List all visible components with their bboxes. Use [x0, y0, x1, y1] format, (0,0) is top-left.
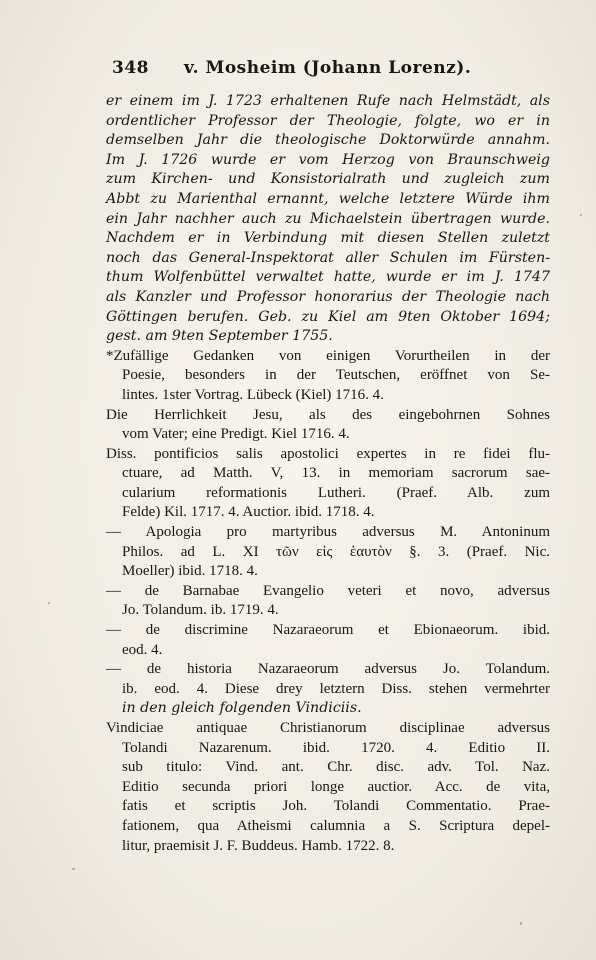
- text-line: Vindiciae antiquae Christianorum disciplinae adversus: [106, 720, 550, 736]
- text-line: litur, praemisit J. F. Buddeus. Hamb. 1722. 8.: [122, 837, 395, 854]
- text-line: thum Wolfenbüttel verwaltet hatte, wurde er im J. 1747: [106, 269, 550, 286]
- text-line: vom Vater; eine Predigt. Kiel 1716. 4.: [122, 426, 350, 443]
- text-line: noch das General-Inspektorat aller Schulen im Fürsten-: [106, 249, 550, 266]
- text-line: ctuare, ad Matth. V, 13. in memoriam sacrorum sae-: [122, 465, 550, 482]
- text-line: er einem im J. 1723 erhaltenen Rufe nach Helmstädt, als: [106, 93, 550, 109]
- page-body: [106, 92, 550, 856]
- text-line: Philos. ad L. XI τῶν εἰς ἑαυτὸν §. 3. (Praef. Nic.: [122, 543, 550, 560]
- running-title: v. Mosheim (Johann Lorenz).: [184, 58, 472, 78]
- text-line: Diss. pontificios salis apostolici expertes in re fidei flu-: [106, 445, 550, 462]
- text-line: fationem, qua Atheismi calumnia a S. Scriptura depel-: [122, 817, 550, 834]
- text-line: ordentlicher Professor der Theologie, folgte, wo er in: [106, 112, 550, 129]
- text-line: eod. 4.: [122, 641, 163, 658]
- text-line: ib. eod. 4. Diese drey letztern Diss. stehen vermehrter: [122, 680, 550, 697]
- text-line: cularium reformationis Lutheri. (Praef. Alb. zum: [122, 484, 550, 501]
- text-line: in den gleich folgenden Vindiciis.: [122, 700, 362, 717]
- text-line: Nachdem er in Verbindung mit diesen Stellen zuletzt: [106, 230, 550, 247]
- ink-speck: [520, 922, 522, 925]
- text-line: Abbt zu Marienthal ernannt, welche letztere Würde ihm: [106, 190, 550, 207]
- page-number: 348: [112, 58, 149, 78]
- text-line: — de historia Nazaraeorum adversus Jo. Tolandum.: [106, 661, 550, 678]
- text-line: demselben Jahr die theologische Doktorwürde annahm.: [106, 132, 550, 149]
- text-line: als Kanzler und Professor honorarius der Theologie nach: [106, 288, 550, 305]
- page-header: [112, 58, 552, 78]
- text-line: — de Barnabae Evangelio veteri et novo, adversus: [106, 582, 550, 599]
- text-line: Tolandi Nazarenum. ibid. 1720. 4. Editio II.: [122, 739, 550, 756]
- ink-speck: [48, 602, 50, 604]
- ink-speck: [580, 214, 582, 216]
- text-line: Felde) Kil. 1717. 4. Auctior. ibid. 1718. 4.: [122, 504, 375, 521]
- text-line: *Zufällige Gedanken von einigen Vorurtheilen in der: [106, 347, 550, 364]
- text-line: — Apologia pro martyribus adversus M. Antoninum: [106, 524, 550, 541]
- text-line: Jo. Tolandum. ib. 1719. 4.: [122, 602, 279, 619]
- text-line: Poesie, besonders in der Teutschen, eröffnet von Se-: [122, 367, 550, 384]
- text-line: ein Jahr nachher auch zu Michaelstein übertragen wurde.: [106, 210, 550, 227]
- text-line: gest. am 9ten September 1755.: [106, 328, 333, 345]
- text-line: lintes. 1ster Vortrag. Lübeck (Kiel) 1716. 4.: [122, 386, 384, 403]
- text-line: sub titulo: Vind. ant. Chr. disc. adv. Tol. Naz.: [122, 759, 550, 776]
- text-line: Editio secunda priori longe auctior. Acc. de vita,: [122, 778, 550, 795]
- text-line: Die Herrlichkeit Jesu, als des eingebohrnen Sohnes: [106, 406, 550, 423]
- text-line: fatis et scriptis Joh. Tolandi Commentatio. Prae-: [122, 798, 550, 815]
- text-line: zum Kirchen- und Konsistorialrath und zugleich zum: [106, 171, 550, 188]
- ink-speck: [72, 868, 75, 870]
- text-line: Im J. 1726 wurde er vom Herzog von Braunschweig: [106, 151, 550, 168]
- text-line: — de discrimine Nazaraeorum et Ebionaeorum. ibid.: [106, 622, 550, 639]
- text-line: Göttingen berufen. Geb. zu Kiel am 9ten Oktober 1694;: [106, 308, 550, 325]
- text-line: Moeller) ibid. 1718. 4.: [122, 563, 258, 580]
